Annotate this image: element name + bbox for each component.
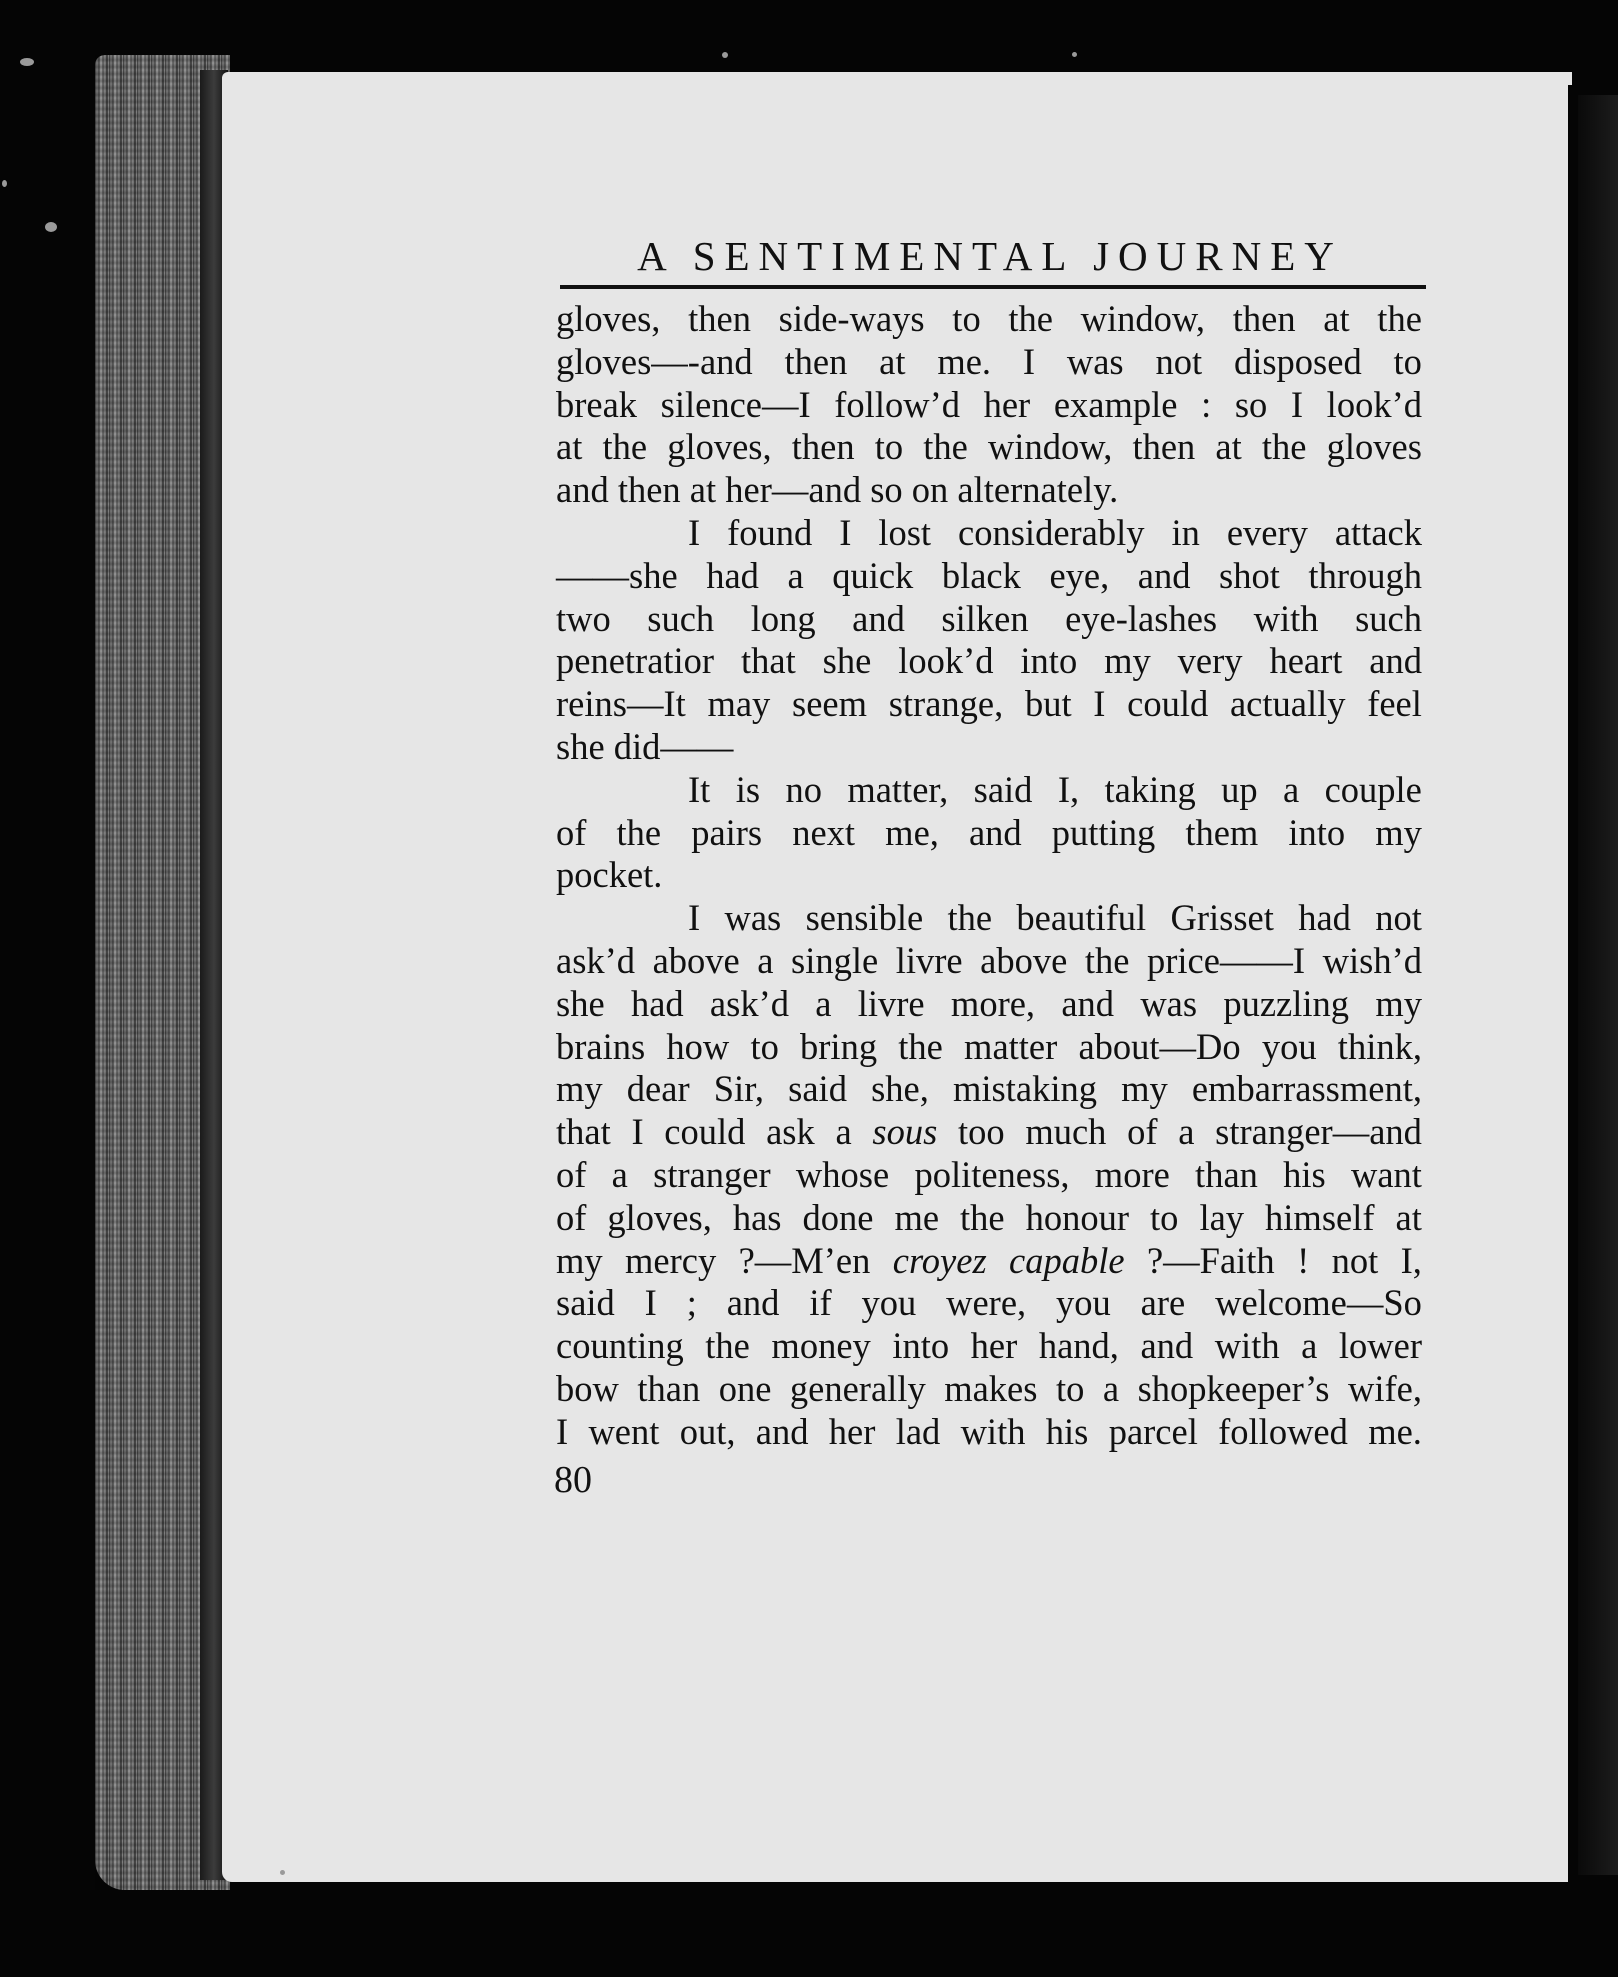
dust-speck — [45, 222, 57, 232]
text-line: two such long and silken eye-lashes with such — [556, 597, 1422, 639]
facing-page-edge — [1578, 95, 1618, 1875]
dust-speck — [722, 52, 728, 58]
text-line: of the pairs next me, and putting them into my — [556, 811, 1422, 853]
text-line: and then at her—and so on alternately. — [556, 469, 1119, 511]
text-line: brains how to bring the matter about—Do you think, — [556, 1025, 1422, 1067]
text-line: break silence—I follow’d her example : so I look’d — [556, 383, 1422, 425]
dust-speck — [20, 58, 34, 66]
text-line: I went out, and her lad with his parcel followed me. — [556, 1410, 1422, 1452]
text-line: It is no matter, said I, taking up a couple — [688, 768, 1422, 810]
text-line: counting the money into her hand, and with a lower — [556, 1325, 1422, 1367]
text-line: at the gloves, then to the window, then at the gloves — [556, 426, 1422, 468]
text-line: reins—It may seem strange, but I could actually feel — [556, 683, 1422, 725]
dust-speck — [1072, 52, 1077, 57]
page-number: 80 — [554, 1459, 592, 1501]
text-line: I was sensible the beautiful Grisset had not — [688, 897, 1422, 939]
text-line: of a stranger whose politeness, more than his want — [556, 1153, 1422, 1195]
text-line: my mercy ?—M’en croyez capable ?—Faith ! not I, — [556, 1239, 1422, 1281]
running-head-rule — [560, 285, 1426, 289]
text-line: gloves—-and then at me. I was not disposed to — [556, 340, 1422, 382]
text-line: she had ask’d a livre more, and was puzzling my — [556, 982, 1422, 1024]
text-line: bow than one generally makes to a shopkeeper’s wife, — [556, 1367, 1422, 1409]
text-line: my dear Sir, said she, mistaking my embarrassment, — [556, 1068, 1422, 1110]
text-line: she did—— — [556, 725, 734, 767]
body-text — [556, 298, 1422, 1454]
text-line: pocket. — [556, 854, 663, 896]
text-line: penetratior that she look’d into my very heart and — [556, 640, 1422, 682]
dust-speck — [280, 1870, 285, 1875]
text-line: of gloves, has done me the honour to lay himself at — [556, 1196, 1422, 1238]
text-line: gloves, then side-ways to the window, then at the — [556, 298, 1422, 339]
text-line: ask’d above a single livre above the price——I wish’d — [556, 939, 1422, 981]
text-line: said I ; and if you were, you are welcome—So — [556, 1282, 1422, 1324]
running-head: A SENTIMENTAL JOURNEY — [637, 233, 1343, 279]
text-line: ——she had a quick black eye, and shot through — [556, 554, 1422, 596]
text-line: that I could ask a sous too much of a stranger—and — [556, 1111, 1422, 1153]
dust-speck — [2, 180, 7, 187]
text-line: I found I lost considerably in every attack — [688, 511, 1422, 553]
